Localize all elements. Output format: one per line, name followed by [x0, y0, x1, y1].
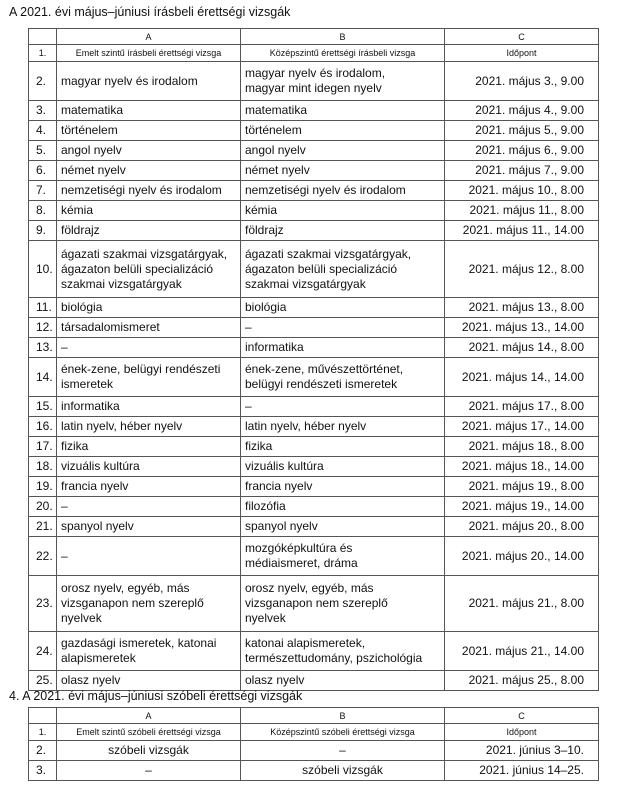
advanced-level-cell: francia nyelv: [57, 477, 241, 497]
row-number: 7.: [29, 181, 57, 201]
intermediate-level-cell: francia nyelv: [241, 477, 445, 497]
intermediate-level-cell: olasz nyelv: [241, 671, 445, 691]
row-number: 2.: [29, 62, 57, 101]
intermediate-level-cell: angol nyelv: [241, 141, 445, 161]
intermediate-level-cell: katonai alapismeretek, természettudomány, pszichológia: [241, 632, 445, 671]
date-cell: 2021. május 5., 9.00: [445, 121, 599, 141]
advanced-level-cell: latin nyelv, héber nyelv: [57, 417, 241, 437]
table-row: [29, 298, 599, 318]
date-cell: 2021. június 3–10.: [445, 741, 599, 761]
table-row: [29, 576, 599, 632]
date-cell: 2021. május 17., 14.00: [445, 417, 599, 437]
advanced-level-cell: –: [57, 537, 241, 576]
column-letter: C: [445, 708, 599, 724]
advanced-level-cell: –: [57, 761, 241, 781]
table-row: [29, 537, 599, 576]
row-number: 4.: [29, 121, 57, 141]
table-row: [29, 761, 599, 781]
date-cell: 2021. május 13., 14.00: [445, 318, 599, 338]
advanced-level-cell: vizuális kultúra: [57, 457, 241, 477]
corner-cell: [29, 29, 57, 45]
advanced-level-cell: társadalomismeret: [57, 318, 241, 338]
row-number: 8.: [29, 201, 57, 221]
row-number: 22.: [29, 537, 57, 576]
row-number: 16.: [29, 417, 57, 437]
advanced-level-cell: angol nyelv: [57, 141, 241, 161]
advanced-level-cell: informatika: [57, 397, 241, 417]
header-row: [29, 45, 599, 62]
row-number: 1.: [29, 724, 57, 741]
table-row: [29, 62, 599, 101]
table-row: [29, 437, 599, 457]
row-number: 9.: [29, 221, 57, 241]
date-cell: 2021. június 14–25.: [445, 761, 599, 781]
table-row: [29, 497, 599, 517]
oral-exams-table: [28, 707, 599, 781]
intermediate-level-cell: mozgóképkultúra és médiaismeret, dráma: [241, 537, 445, 576]
intermediate-level-cell: német nyelv: [241, 161, 445, 181]
row-number: 24.: [29, 632, 57, 671]
row-number: 23.: [29, 576, 57, 632]
row-number: 6.: [29, 161, 57, 181]
table-row: [29, 632, 599, 671]
table-row: [29, 101, 599, 121]
advanced-level-cell: fizika: [57, 437, 241, 457]
intermediate-level-cell: ágazati szakmai vizsgatárgyak, ágazaton belüli specializáció szakmai vizsgatárgyak: [241, 241, 445, 298]
date-cell: 2021. május 18., 8.00: [445, 437, 599, 457]
date-cell: 2021. május 14., 8.00: [445, 338, 599, 358]
header-date: Időpont: [445, 724, 599, 741]
date-cell: 2021. május 18., 14.00: [445, 457, 599, 477]
intermediate-level-cell: –: [241, 397, 445, 417]
column-letter: A: [57, 708, 241, 724]
table-row: [29, 477, 599, 497]
row-number: 1.: [29, 45, 57, 62]
column-letter-row: [29, 29, 599, 45]
table-row: [29, 358, 599, 397]
table-row: [29, 181, 599, 201]
advanced-level-cell: szóbeli vizsgák: [57, 741, 241, 761]
section-title: 4. A 2021. évi május–júniusi szóbeli érettségi vizsgák: [9, 689, 303, 703]
header-advanced-level: Emelt szintű szóbeli érettségi vizsga: [57, 724, 241, 741]
table-row: [29, 221, 599, 241]
date-cell: 2021. május 20., 8.00: [445, 517, 599, 537]
written-exams-table: [28, 28, 599, 691]
row-number: 17.: [29, 437, 57, 457]
row-number: 12.: [29, 318, 57, 338]
table-row: [29, 671, 599, 691]
intermediate-level-cell: matematika: [241, 101, 445, 121]
advanced-level-cell: történelem: [57, 121, 241, 141]
column-letter: B: [241, 708, 445, 724]
row-number: 25.: [29, 671, 57, 691]
row-number: 3.: [29, 761, 57, 781]
column-letter: C: [445, 29, 599, 45]
header-intermediate-level: Középszintű szóbeli érettségi vizsga: [241, 724, 445, 741]
table-row: [29, 201, 599, 221]
date-cell: 2021. május 19., 14.00: [445, 497, 599, 517]
advanced-level-cell: biológia: [57, 298, 241, 318]
date-cell: 2021. május 25., 8.00: [445, 671, 599, 691]
table-row: [29, 397, 599, 417]
advanced-level-cell: magyar nyelv és irodalom: [57, 62, 241, 101]
advanced-level-cell: földrajz: [57, 221, 241, 241]
row-number: 15.: [29, 397, 57, 417]
intermediate-level-cell: ének-zene, művészettörténet, belügyi rendészeti ismeretek: [241, 358, 445, 397]
intermediate-level-cell: biológia: [241, 298, 445, 318]
intermediate-level-cell: fizika: [241, 437, 445, 457]
date-cell: 2021. május 6., 9.00: [445, 141, 599, 161]
column-letter-row: [29, 708, 599, 724]
table-row: [29, 161, 599, 181]
advanced-level-cell: kémia: [57, 201, 241, 221]
table-row: [29, 741, 599, 761]
date-cell: 2021. május 12., 8.00: [445, 241, 599, 298]
row-number: 5.: [29, 141, 57, 161]
intermediate-level-cell: nemzetiségi nyelv és irodalom: [241, 181, 445, 201]
advanced-level-cell: spanyol nyelv: [57, 517, 241, 537]
intermediate-level-cell: filozófia: [241, 497, 445, 517]
date-cell: 2021. május 14., 14.00: [445, 358, 599, 397]
row-number: 14.: [29, 358, 57, 397]
intermediate-level-cell: szóbeli vizsgák: [241, 761, 445, 781]
header-advanced-level: Emelt szintű írásbeli érettségi vizsga: [57, 45, 241, 62]
table-row: [29, 417, 599, 437]
intermediate-level-cell: orosz nyelv, egyéb, más vizsganapon nem szereplő nyelvek: [241, 576, 445, 632]
header-row: [29, 724, 599, 741]
advanced-level-cell: gazdasági ismeretek, katonai alapismeretek: [57, 632, 241, 671]
table-row: [29, 318, 599, 338]
advanced-level-cell: nemzetiségi nyelv és irodalom: [57, 181, 241, 201]
date-cell: 2021. május 3., 9.00: [445, 62, 599, 101]
row-number: 13.: [29, 338, 57, 358]
date-cell: 2021. május 13., 8.00: [445, 298, 599, 318]
row-number: 21.: [29, 517, 57, 537]
advanced-level-cell: matematika: [57, 101, 241, 121]
intermediate-level-cell: informatika: [241, 338, 445, 358]
advanced-level-cell: olasz nyelv: [57, 671, 241, 691]
intermediate-level-cell: kémia: [241, 201, 445, 221]
intermediate-level-cell: földrajz: [241, 221, 445, 241]
table-row: [29, 338, 599, 358]
row-number: 10.: [29, 241, 57, 298]
intermediate-level-cell: történelem: [241, 121, 445, 141]
table-row: [29, 241, 599, 298]
date-cell: 2021. május 21., 14.00: [445, 632, 599, 671]
table-row: [29, 457, 599, 477]
row-number: 3.: [29, 101, 57, 121]
date-cell: 2021. május 10., 8.00: [445, 181, 599, 201]
row-number: 2.: [29, 741, 57, 761]
advanced-level-cell: ének-zene, belügyi rendészeti ismeretek: [57, 358, 241, 397]
intermediate-level-cell: –: [241, 318, 445, 338]
column-letter: A: [57, 29, 241, 45]
advanced-level-cell: orosz nyelv, egyéb, más vizsganapon nem szereplő nyelvek: [57, 576, 241, 632]
intermediate-level-cell: magyar nyelv és irodalom, magyar mint idegen nyelv: [241, 62, 445, 101]
advanced-level-cell: –: [57, 338, 241, 358]
date-cell: 2021. május 20., 14.00: [445, 537, 599, 576]
intermediate-level-cell: spanyol nyelv: [241, 517, 445, 537]
date-cell: 2021. május 4., 9.00: [445, 101, 599, 121]
date-cell: 2021. május 17., 8.00: [445, 397, 599, 417]
row-number: 18.: [29, 457, 57, 477]
page-title: A 2021. évi május–júniusi írásbeli érettségi vizsgák: [9, 5, 291, 19]
table-row: [29, 141, 599, 161]
header-date: Időpont: [445, 45, 599, 62]
date-cell: 2021. május 19., 8.00: [445, 477, 599, 497]
advanced-level-cell: –: [57, 497, 241, 517]
intermediate-level-cell: –: [241, 741, 445, 761]
advanced-level-cell: ágazati szakmai vizsgatárgyak, ágazaton belüli specializáció szakmai vizsgatárgyak: [57, 241, 241, 298]
column-letter: B: [241, 29, 445, 45]
intermediate-level-cell: latin nyelv, héber nyelv: [241, 417, 445, 437]
advanced-level-cell: német nyelv: [57, 161, 241, 181]
header-intermediate-level: Középszintű érettségi írásbeli vizsga: [241, 45, 445, 62]
intermediate-level-cell: vizuális kultúra: [241, 457, 445, 477]
row-number: 11.: [29, 298, 57, 318]
date-cell: 2021. május 11., 8.00: [445, 201, 599, 221]
row-number: 19.: [29, 477, 57, 497]
table-row: [29, 121, 599, 141]
row-number: 20.: [29, 497, 57, 517]
date-cell: 2021. május 7., 9.00: [445, 161, 599, 181]
date-cell: 2021. május 21., 8.00: [445, 576, 599, 632]
table-row: [29, 517, 599, 537]
corner-cell: [29, 708, 57, 724]
date-cell: 2021. május 11., 14.00: [445, 221, 599, 241]
